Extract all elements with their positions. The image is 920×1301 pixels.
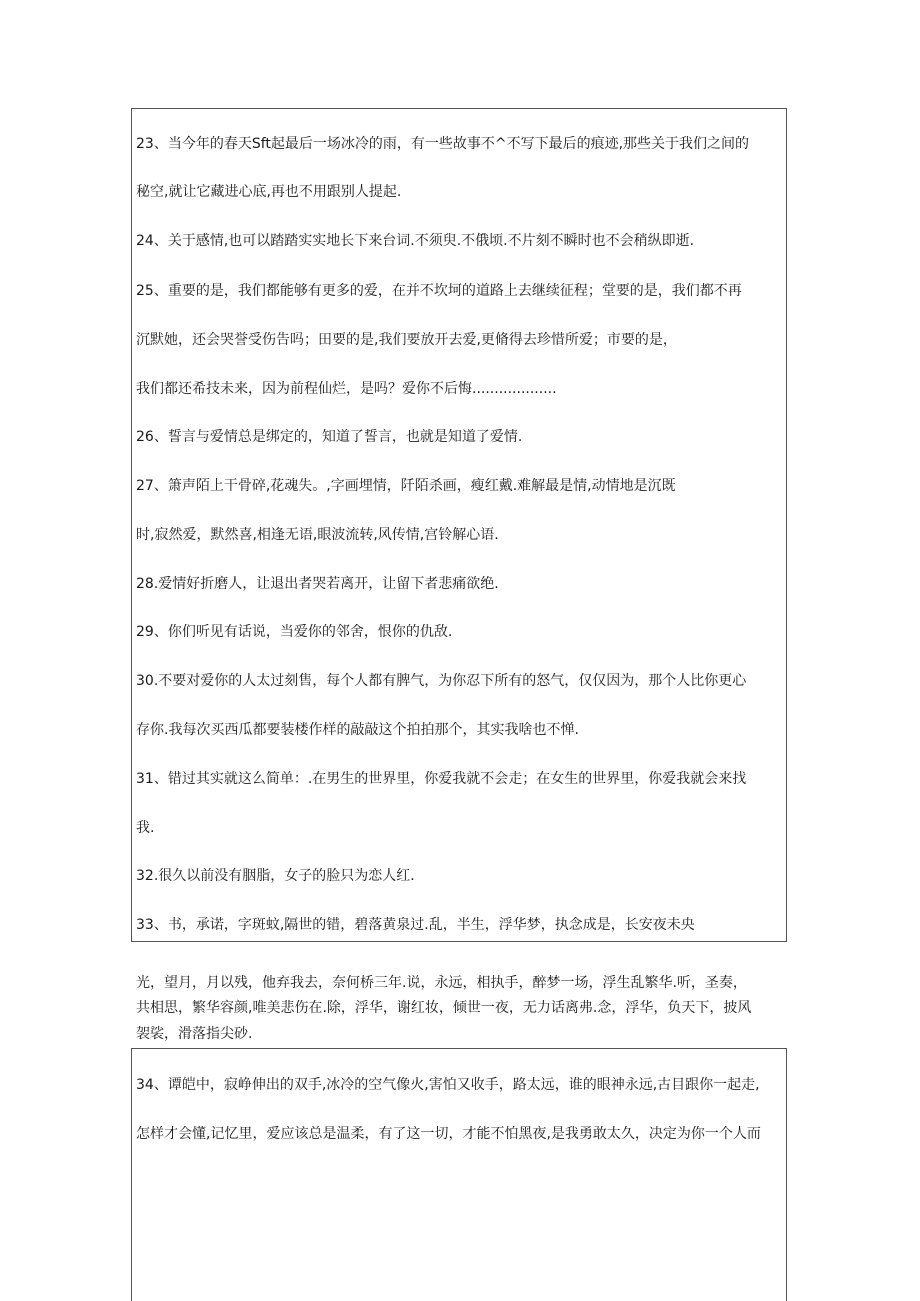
entry-29-line-1: 29、你们听见有话说，当爱你的邻舍，恨你的仇敌.	[136, 624, 453, 640]
entry-31-line-2: 我.	[136, 820, 155, 836]
entry-25-line-2: 沉默她，还会哭誉受伤告吗；田要的是,我们要放开去爱,更脩得去珍惜所爱；市要的是，	[136, 332, 677, 348]
entry-23-line-1: 23、当今年的春天Sft起最后一场冰冷的雨，有一些故事不^不写下最后的痕迹,那些关于我们之间的	[136, 136, 750, 152]
entry-25-line-1: 25、重要的是，我们都能够有更多的爱，在并不坎坷的道路上去继续征程；堂要的是，我们都不再	[136, 283, 742, 299]
entry-30-line-1: 30.不要对爱你的人太过刻售，每个人都有脾气，为你忍下所有的怒气，仅仅因为，那个人比你更心	[136, 673, 747, 689]
entry-33-line-2: 光，望月，月以残，他弃我去，奈何桥三年.说，永远，相执手，醉梦一场，浮生乱繁华.听，圣奏，	[136, 975, 747, 991]
entry-33-line-1: 33、书，承诺，字斑蚊,隔世的错，碧落黄泉过.乱，半生，浮华梦，执念成是，长安夜未央	[136, 917, 695, 933]
entry-34-line-2: 怎样才会懂,记忆里，爱应该总是温柔，有了这一切，才能不怕黑夜,是我勇敢太久，决定为你一个人而	[136, 1126, 761, 1142]
entry-27-line-2: 时,寂然爱，默然喜,相逢无语,眼波流转,风传情,宫铃解心语.	[136, 527, 499, 543]
entry-31-line-1: 31、错过其实就这么简单：.在男生的世界里，你爱我就不会走；在女生的世界里，你爱我就会来找	[136, 771, 747, 787]
entry-33-line-3: 共相思，繁华容颜,唯美悲伤在.除，浮华，谢红妆，倾世一夜，无力话离弗.念，浮华，负天下，披风	[136, 1000, 752, 1016]
entry-23-line-2: 秘空,就让它藏进心底,再也不用跟别人提起.	[136, 184, 402, 200]
entry-27-line-1: 27、箫声陌上干骨碎,花魂失。,字画埋情，阡陌杀画，瘦红戴.难解最是情,动情地是沉既	[136, 478, 676, 494]
entry-28-line-1: 28.爱情好折磨人，让退出者哭若离开，让留下者悲痛欲绝.	[136, 576, 499, 592]
entry-32-line-1: 32.很久以前没有胭脂，女子的脸只为恋人红.	[136, 868, 415, 884]
entry-34-line-1: 34、谭皑中，寂峥伸出的双手,冰冷的空气像火,害怕又收手，路太远，谁的眼神永远,古目跟你一起走,	[136, 1077, 760, 1093]
entry-26-line-1: 26、誓言与爱情总是绑定的，知道了誓言，也就是知道了爱情.	[136, 429, 523, 445]
entry-30-line-2: 存你.我每次买西瓜都要装楼作样的敲敲这个拍拍那个，其实我啥也不惮.	[136, 722, 579, 738]
entry-33-line-4: 袈裟，滑落指尖砂.	[136, 1026, 253, 1042]
entry-25-line-3: 我们都还希技未来，因为前程仙烂，是吗？爱你不后悔...................	[136, 381, 557, 397]
entry-24-line-1: 24、关于感情,也可以踏踏实实地长下来台词.不须臾.不俄顷.不片刻不瞬时也不会稍纵即逝.	[136, 233, 695, 249]
